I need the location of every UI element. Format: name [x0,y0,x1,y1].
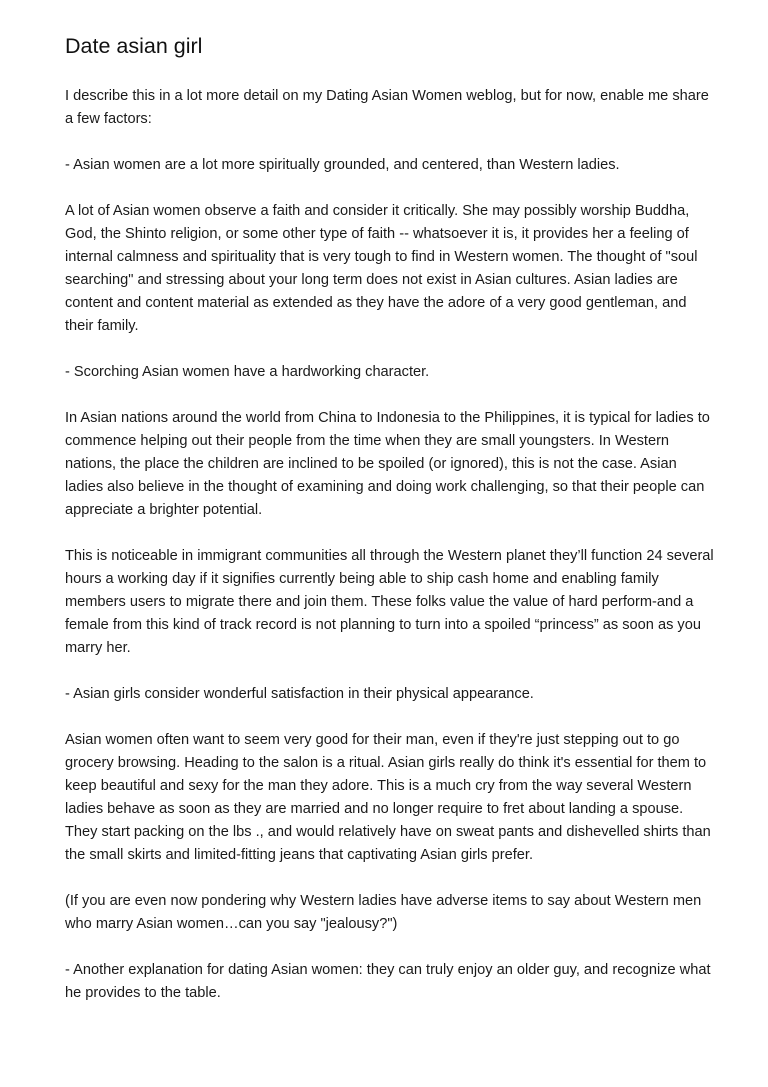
paragraph-nations: In Asian nations around the world from China to Indonesia to the Philippines, it is typical for ladies to commence helping out their people from the time when they are small youngsters. In Western nations, the place the children are inclined to be spoiled (or ignored), this is not the case. Asian ladies also believe in the thought of examining and doing work challenging, so that their people can appreciate a brighter potential. [65,410,710,518]
document-page [65,30,715,1028]
paragraph-point-hardworking: - Scorching Asian women have a hardworking character. [65,364,430,380]
paragraph-point-older-guy: - Another explanation for dating Asian women: they can truly enjoy an older guy, and recognize what he provides to the table. [65,962,711,1001]
paragraph-faith: A lot of Asian women observe a faith and consider it critically. She may possibly worship Buddha, God, the Shinto religion, or some other type of faith -- whatsoever it is, it provides her a feeling of internal calmness and spirituality that is very tough to find in Western women. The thought of "soul searching" and stressing about your long term does not exist in Asian cultures. Asian ladies are content and content material as extended as they have the adore of a very good gentleman, and their family. [65,203,698,334]
paragraph-point-spiritual: - Asian women are a lot more spiritually grounded, and centered, than Western ladies. [65,157,620,173]
paragraph-immigrant: This is noticeable in immigrant communities all through the Western planet they’ll function 24 several hours a working day if it signifies currently being able to ship cash home and enabling family members users to migrate there and join them. These folks value the value of hard perform-and a female from this kind of track record is not planning to turn into a spoiled “princess” as soon as you marry her. [65,548,714,656]
paragraph-point-appearance: - Asian girls consider wonderful satisfaction in their physical appearance. [65,686,534,702]
paragraph-grooming: Asian women often want to seem very good for their man, even if they're just stepping out to go grocery browsing. Heading to the salon is a ritual. Asian girls really do think it's essential for them to keep beautiful and sexy for the man they adore. This is a much cry from the way several Western ladies behave as soon as they are married and no longer require to fret about landing a spouse. They start packing on the lbs ., and would relatively have on sweat pants and dishevelled shirts than the small skirts and limited-fitting jeans that captivating Asian girls prefer. [65,732,711,863]
paragraph-jealousy: (If you are even now pondering why Western ladies have adverse items to say about Western men who marry Asian women…can you say "jealousy?") [65,893,702,932]
document-title: Date asian girl [65,34,203,58]
paragraph-intro: I describe this in a lot more detail on my Dating Asian Women weblog, but for now, enable me share a few factors: [65,88,709,127]
